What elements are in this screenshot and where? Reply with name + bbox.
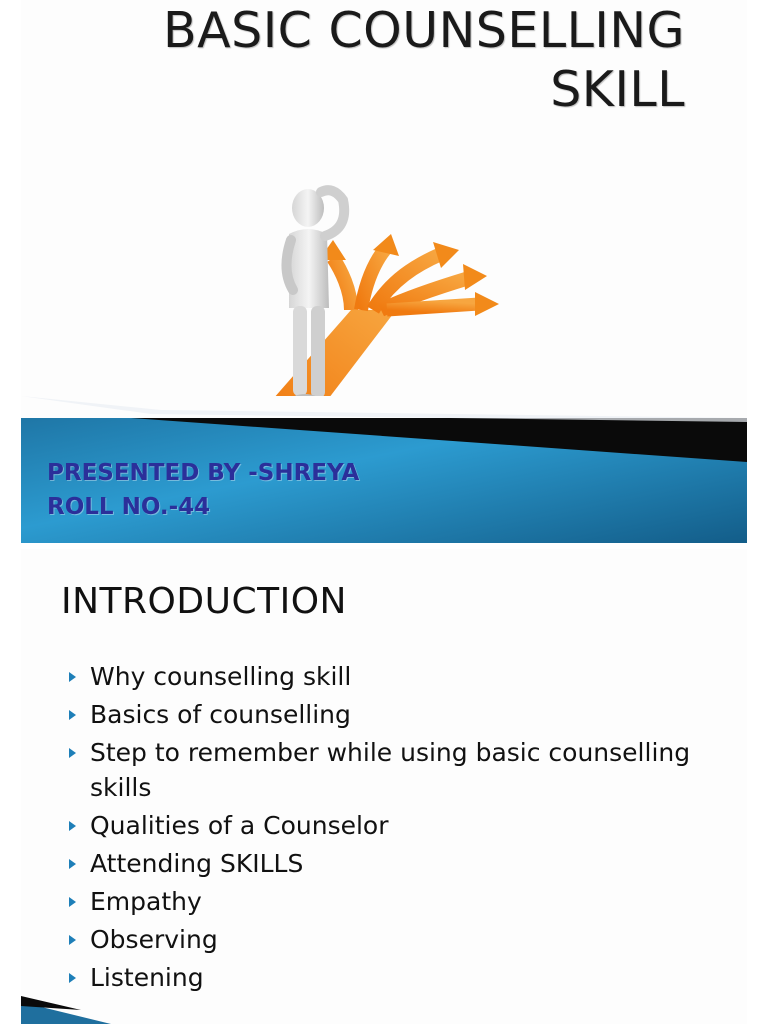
list-item bbox=[65, 960, 705, 995]
list-item bbox=[65, 735, 705, 805]
bullet-arrow-icon bbox=[69, 710, 76, 720]
bullet-arrow-icon bbox=[69, 859, 76, 869]
list-item-text: Attending SKILLS bbox=[90, 849, 304, 878]
list-item-text: Qualities of a Counselor bbox=[90, 811, 389, 840]
list-item-text: Step to remember while using basic counselling skills bbox=[90, 738, 691, 802]
list-item-text: Basics of counselling bbox=[90, 700, 351, 729]
bullet-arrow-icon bbox=[69, 935, 76, 945]
introduction-slide bbox=[21, 549, 747, 1024]
bullet-arrow-icon bbox=[69, 821, 76, 831]
list-item-text: Listening bbox=[90, 963, 204, 992]
slide-title: BASIC COUNSELLING SKILL bbox=[162, 2, 685, 118]
title-slide bbox=[21, 0, 747, 543]
corner-decoration bbox=[21, 994, 111, 1024]
list-item-text: Why counselling skill bbox=[90, 662, 352, 691]
list-item-text: Observing bbox=[90, 925, 218, 954]
presenter-name: PRESENTED BY -SHREYA bbox=[47, 460, 360, 486]
list-item bbox=[65, 659, 705, 694]
list-item bbox=[65, 846, 705, 881]
list-item-text: Empathy bbox=[90, 887, 202, 916]
list-item bbox=[65, 922, 705, 957]
list-item bbox=[65, 697, 705, 732]
roll-number: ROLL NO.-44 bbox=[47, 494, 211, 520]
bullet-arrow-icon bbox=[69, 897, 76, 907]
list-item bbox=[65, 884, 705, 919]
slide-title: INTRODUCTION bbox=[61, 581, 347, 622]
bullet-arrow-icon bbox=[69, 748, 76, 758]
bullet-arrow-icon bbox=[69, 973, 76, 983]
bullet-arrow-icon bbox=[69, 672, 76, 682]
list-item bbox=[65, 808, 705, 843]
bullet-list bbox=[65, 659, 705, 998]
presenter-info bbox=[47, 456, 359, 524]
thinking-person-arrows-illustration bbox=[201, 170, 511, 420]
